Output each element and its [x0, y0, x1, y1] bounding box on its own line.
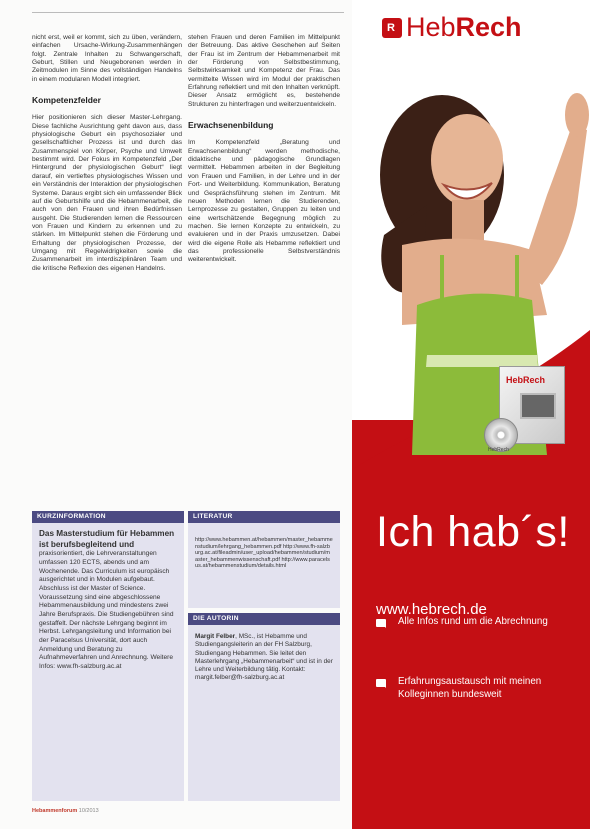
autorin-body: [188, 625, 340, 689]
footer-brand: Hebammenforum: [32, 808, 78, 814]
cd-label: HebRech: [488, 447, 509, 453]
kurzinformation-text: praxisorientiert, die Lehrveranstaltungen umfassen 120 ECTS, abends und am Wochenende. Das Curriculum ist europäisch ausgerichtet und in Modulen aufgebaut. Abschluss ist der Master of Science. Voraussetzung sind eine abgeschlossene Hebammenausbildung und mindestens zwei Jahre Berufspraxis. Die Studiengebühren sind gestaffelt. Der nächste Lehrgang beginnt im Herbst. Lehrgangsleitung und Information bei der Paracelsus Universität, dort auch Anmeldung und Beratung zu Aufnahmeverfahren und Anrechnung. Weitere Infos:: [39, 550, 174, 670]
logo-wordmark: HebRech: [406, 12, 522, 42]
footer-issue: 10/2013: [78, 808, 99, 814]
paragraph: stehen Frauen und deren Familien im Mittelpunkt der Betreuung. Das aktive Geschehen auf Seiten der Frau ist im Zentrum der Hebammenarbeit mit der Förderung von Selbstbestimmung, Selbstwirksamkeit und Kompetenz der Frau. Das vermittelte Wissen wird im Modul der praktischen Erfahrung reflektiert und mit den Inhalten verknüpft. Dieser Ansatz ermöglicht es, bestehende Strukturen zu hinterfragen und weiterzuentwickeln.: [188, 34, 340, 108]
literatur-links[interactable]: http://www.hebammen.at/hebammen/master_hebammenstudium/lehrgang_hebammen.pdf http://www.fh-salzburg.ac.at/fileadmin/user_upload/hebammen/studium/master_hebammenwissenschaft.pdf http://www.paracelsus.at/hebammenstudium/details.html: [195, 537, 333, 570]
paragraph: Im Kompetenzfeld „Beratung und Erwachsenenbildung“ werden methodische, didaktische und pädagogische Grundlagen vermittelt. Hebammen arbeiten in der Begleitung von Frauen und Familien, in der Lehre und in der Fort- und Weiterbildung. Kommunikation, Beratung und Gesprächsführung stehen im Zentrum. Mit neuen Methoden lernen die Studierenden, Lernprozesse zu gestalten, Gruppen zu leiten und eine wertschätzende Begegnung möglich zu machen. Sie lernen Konzepte zu entwickeln, zu evaluieren und in der Praxis umzusetzen. Dabei wird die eigene Rolle als Hebamme reflektiert und das professionelle Selbstverständnis weiterentwickelt.: [188, 139, 340, 264]
logo-mark: R: [382, 18, 402, 38]
top-rule: [32, 12, 344, 13]
ad-website-link[interactable]: www.hebrech.de: [376, 601, 487, 618]
ad-slogan: Ich hab´s!: [376, 508, 570, 556]
kurzinformation-body: [32, 523, 184, 678]
software-box-logo: HebRech: [506, 375, 546, 385]
autorin-header: DIE AUTORIN: [188, 613, 340, 625]
paragraph: nicht erst, weil er kommt, sich zu üben, verändern, einfachen Ursache-Wirkung-Zusammenhängen folgt. Zentrale Inhalten zu Schwangerschaft, Geburt, Stillen und Neugeborenen werden in Zeitmodulen im Sinne des vollständigen Handelns in einem modularen Modell integriert.: [32, 34, 182, 83]
kurzinformation-header: KURZINFORMATION: [32, 511, 184, 523]
autorin-box: [188, 613, 340, 801]
article-column-2: [188, 34, 340, 506]
kurzinformation-lead: Das Masterstudium für Hebammen ist berufsbegleitend und: [39, 529, 175, 549]
autorin-name: Margit Felber: [195, 633, 236, 640]
article-column-1: [32, 34, 182, 506]
autorin-text: , MSc., ist Hebamme und Studiengangsleiterin an der FH Salzburg, Studiengang Hebammen. Sie leitet den Masterlehrgang „Hebammenarbeit“ und ist in der Lehre und Weiterbildung tätig. Kontakt:: [195, 633, 333, 674]
computer-icon: [520, 393, 556, 419]
feature-text: Alle Infos rund um die Abrechnung: [398, 616, 548, 627]
literatur-box: [188, 511, 340, 608]
heading-erwachsenenbildung: Erwachsenenbildung: [188, 120, 274, 131]
kurzinformation-box: [32, 511, 184, 801]
feature-item-erfahrungsaustausch: [376, 676, 586, 701]
kurzinformation-link[interactable]: www.fh-salzburg.ac.at: [56, 662, 122, 670]
literatur-header: LITERATUR: [188, 511, 340, 523]
speech-bubble-icon: [376, 679, 386, 687]
heading-kompetenzfelder: Kompetenzfelder: [32, 95, 101, 106]
speech-bubble-icon: [376, 619, 386, 627]
hebrech-advertisement[interactable]: [352, 0, 590, 829]
paragraph: Hier positionieren sich dieser Master-Lehrgang. Diese fachliche Ausrichtung geht davon aus, dass physiologische Geburt ein psychosozialer und gesellschaftlicher Prozess ist und durch das Zusammenspiel von Körper, Psyche und Umwelt bestimmt wird. Der Fokus im Kompetenzfeld „Der Hintergrund der physiologischen Geburt“ liegt darauf, ein vertieftes physiologisches Wissen und ein Verständnis der Interaktion der physiologischen Systeme. Daraus ergibt sich ein umfassender Blick auf die Geburtshilfe und die Hebammenarbeit, die auch von den Frauen und ihren Bedürfnissen ausgeht. Die Studierenden lernen die Ressourcen von Frauen und Kindern zu erkennen und zu stärken. Im Mittelpunkt stehen die Förderung und Erhaltung der physiologischen Prozesse, der Umgang mit Regelwidrigkeiten sowie die Zusammenarbeit im interdisziplinären Team und die kritische Reflexion des eigenen Handelns.: [32, 114, 182, 272]
autorin-email[interactable]: margit.felber@fh-salzburg.ac.at: [195, 674, 285, 682]
feature-item-abrechnung: [376, 616, 586, 629]
page-footer: [32, 808, 99, 814]
feature-text: Erfahrungsaustausch mit meinen Kolleginnen bundesweit: [398, 676, 542, 700]
